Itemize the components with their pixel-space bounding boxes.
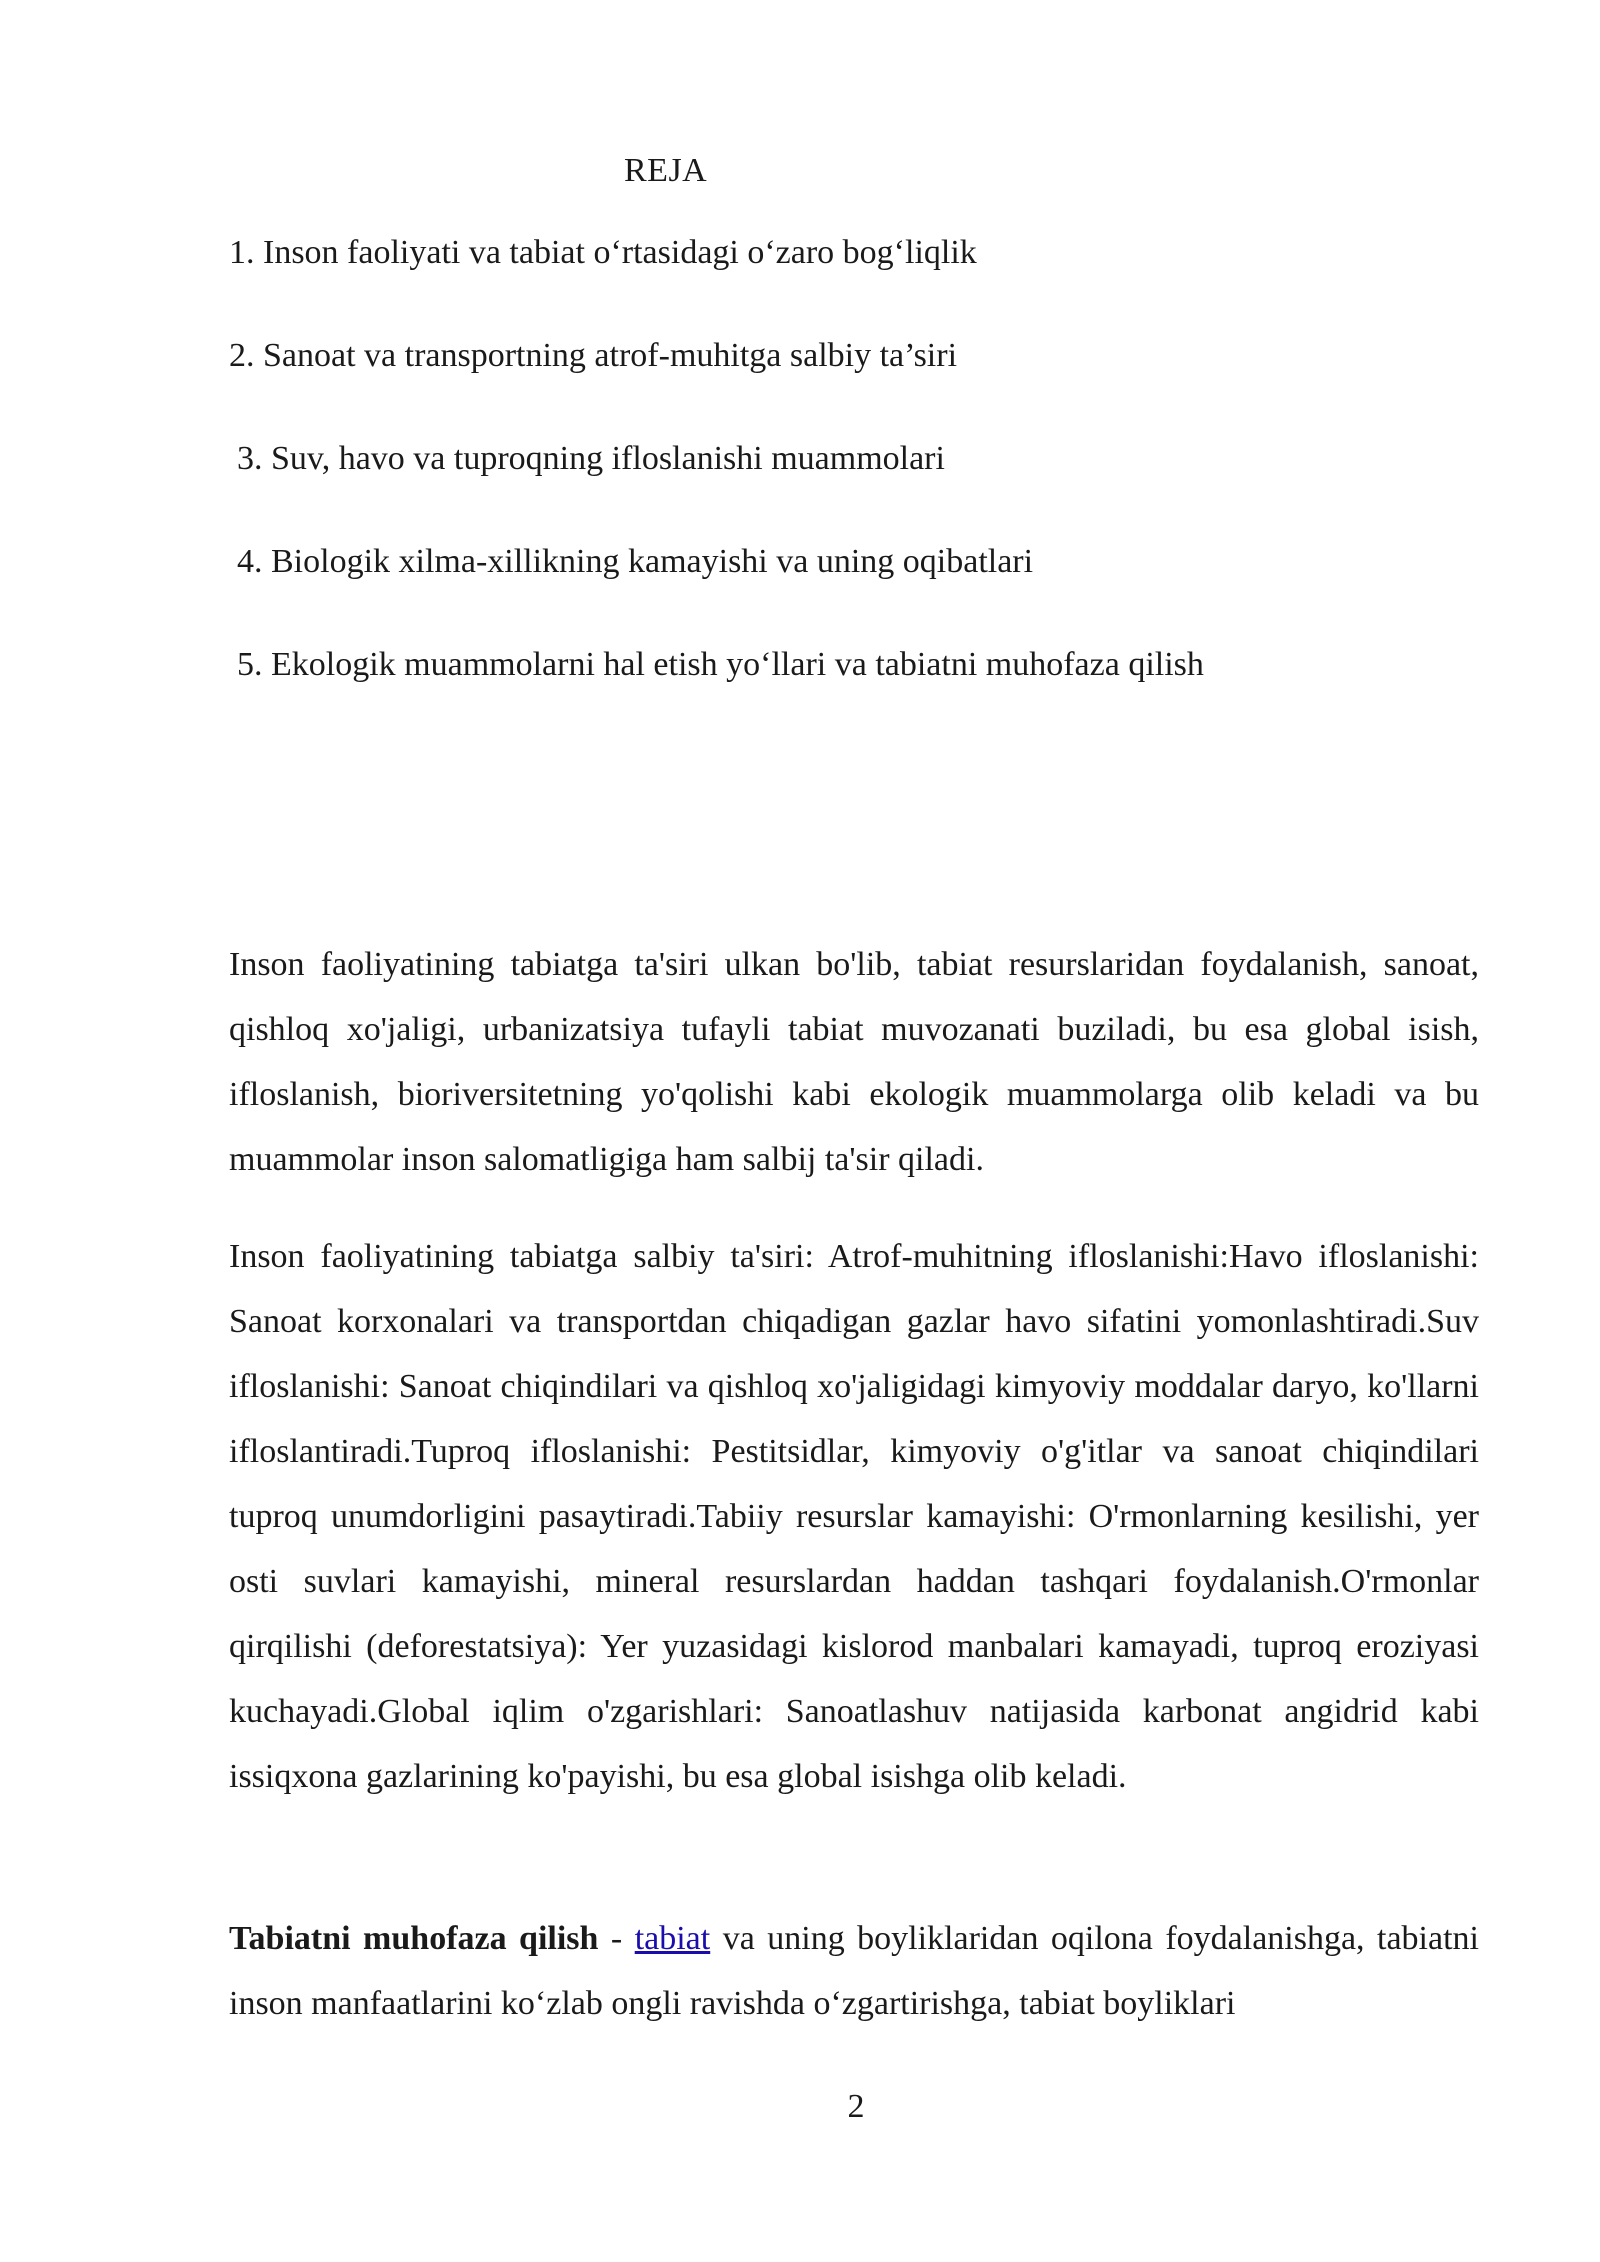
document-title: REJA <box>624 152 708 189</box>
definition-text: va uning boyliklaridan oqilona foydalanishga, tabiatni inson manfaatlarini ko‘zlab ongli ravishda o‘zgartirishga, tabiat boyliklari <box>229 1920 1479 2022</box>
body-paragraph-2: Inson faoliyatining tabiatga salbiy ta'siri: Atrof-muhitning ifloslanishi:Havo ifloslanishi: Sanoat korxonalari va transportdan chiqadigan gazlar havo sifatini yomonlashtiradi.Suv ifloslanishi: Sanoat chiqindilari va qishloq xo'jaligidagi kimyoviy moddalar daryo, ko'llarni ifloslantiradi.Tuproq ifloslanishi: Pestitsidlar, kimyoviy o'g'itlar va sanoat chiqindilari tuproq unumdorligini pasaytiradi.Tabiiy resurslar kamayishi: O'rmonlarning kesilishi, yer osti suvlari kamayishi, mineral resurslardan haddan tashqari foydalanish.O'rmonlar qirqilishi (deforestatsiya): Yer yuzasidagi kislorod manbalari kamayadi, tuproq eroziyasi kuchayadi.Global iqlim o'zgarishlari: Sanoatlashuv natijasida karbonat angidrid kabi issiqxona gazlarining ko'payishi, bu esa global isishga olib keladi. <box>229 1238 1479 1795</box>
page-number: 2 <box>847 2088 865 2125</box>
tabiat-link[interactable]: tabiat <box>634 1920 711 1957</box>
definition-separator: - <box>598 1920 635 1957</box>
plan-item-1: 1. Inson faoliyati va tabiat o‘rtasidagi o‘zaro bog‘liqlik <box>229 234 977 271</box>
body-paragraph-1: Inson faoliyatining tabiatga ta'siri ulkan bo'lib, tabiat resurslaridan foydalanish, sanoat, qishloq xo'jaligi, urbanizatsiya tufayli tabiat muvozanati buziladi, bu esa global isish, ifloslanish, bioriversitetning yo'qolishi kabi ekologik muammolarga olib keladi va bu muammolar inson salomatligiga ham salbij ta'sir qiladi. <box>229 946 1479 1178</box>
definition-term: Tabiatni muhofaza qilish <box>229 1920 599 1957</box>
plan-item-4: 4. Biologik xilma-xillikning kamayishi va uning oqibatlari <box>237 543 1034 580</box>
plan-item-2: 2. Sanoat va transportning atrof-muhitga salbiy ta’siri <box>229 337 958 374</box>
plan-item-5: 5. Ekologik muammolarni hal etish yo‘llari va tabiatni muhofaza qilish <box>237 646 1204 683</box>
definition-paragraph <box>229 1906 1479 2036</box>
plan-item-3: 3. Suv, havo va tuproqning ifloslanishi muammolari <box>237 440 945 477</box>
